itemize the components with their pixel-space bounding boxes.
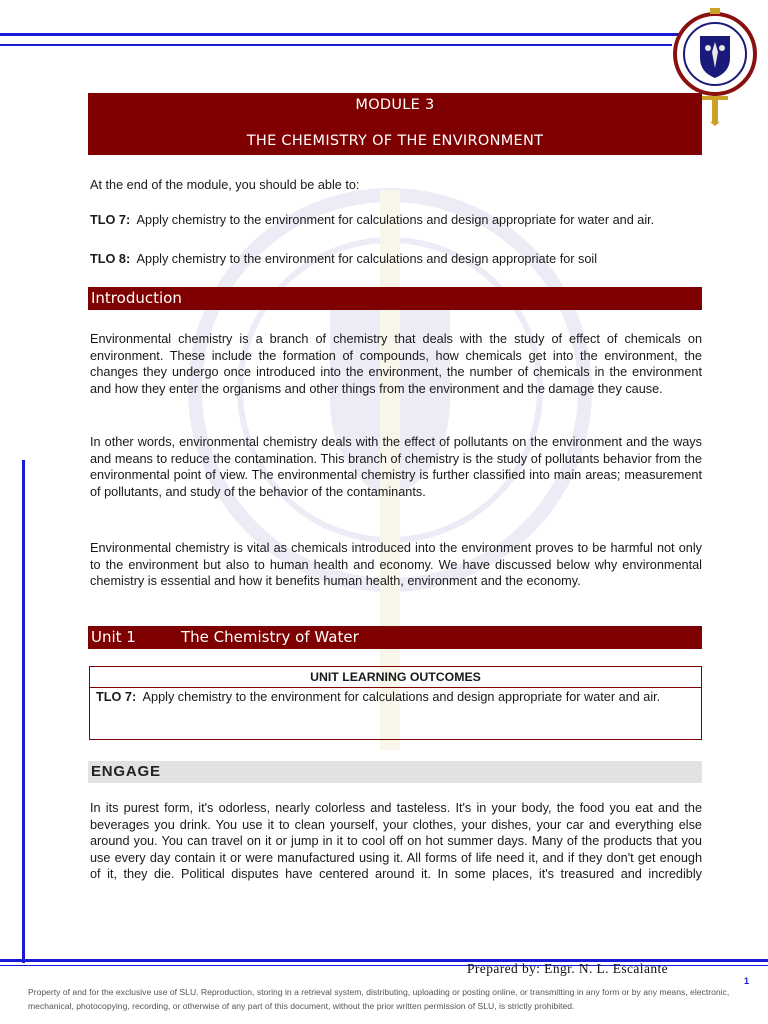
outcomes-heading: UNIT LEARNING OUTCOMES — [90, 667, 701, 688]
intro-paragraph-2: In other words, environmental chemistry deals with the effect of pollutants on the environment and the ways and means to reduce the contamination. This branch of chemistry is the study of pollutants behavior from the environmental point of view. The environmental chemistry is further classified into main areas; measurement of pollutants, and study of the behavior of the contaminants. — [90, 435, 702, 499]
objectives-intro: At the end of the module, you should be able to: — [90, 178, 360, 192]
outcome-tlo7-text: Apply chemistry to the environment for calculations and design appropriate for water and air. — [142, 690, 661, 704]
introduction-heading: Introduction — [91, 289, 182, 307]
tlo8-text: Apply chemistry to the environment for calculations and design appropriate for soil — [136, 252, 598, 266]
intro-paragraph-1: Environmental chemistry is a branch of chemistry that deals with the study of effect of chemicals on environment. These include the formation of compounds, how chemicals get into the environment, the changes they undergo once introduced into the environment, the number of chemicals in the environment and how they enter the organisms and other things from the environment and the damage they cause. — [90, 332, 702, 396]
tlo7-text: Apply chemistry to the environment for calculations and design appropriate for water and air. — [136, 213, 655, 227]
module-number: MODULE 3 — [355, 97, 435, 113]
module-banner — [88, 93, 702, 155]
top-rule — [0, 33, 680, 36]
unit-heading-bar — [88, 626, 702, 649]
page-number: 1 — [744, 976, 750, 986]
unit-label: Unit 1 — [91, 628, 136, 646]
module-title: THE CHEMISTRY OF THE ENVIRONMENT — [246, 133, 544, 149]
tlo7-label: TLO 7: — [90, 213, 131, 227]
objective-tlo7 — [90, 212, 702, 229]
left-margin-rule — [22, 460, 25, 963]
prepared-by: Prepared by: Engr. N. L. Escalante — [467, 961, 669, 976]
unit-learning-outcomes-box — [89, 666, 702, 740]
outcome-tlo7 — [90, 688, 701, 707]
unit-title: The Chemistry of Water — [181, 628, 359, 646]
copyright-notice: Property of and for the exclusive use of SLU. Reproduction, storing in a retrieval system, distributing, uploading or posting online, or transmitting in any form or by any means, electronic, mechanical, photocopying, recording, or otherwise of any part of this document, without the prior written permission of SLU, is strictly prohibited. — [28, 987, 730, 1011]
objective-tlo8 — [90, 251, 702, 268]
engage-paragraph: In its purest form, it's odorless, nearly colorless and tasteless. It's in your body, the food you eat and the beverages you drink. You use it to clean yourself, your clothes, your dishes, your car and everything else around you. You can travel on it or jump in it to cool off on hot summer days. Many of the products that you use every day contain it or were manufactured using it. All forms of life need it, and if they don't get enough of it, they die. Political disputes have centered around it. In some places, it's treasured and incredibly — [90, 801, 702, 881]
intro-paragraph-3: Environmental chemistry is vital as chemicals introduced into the environment proves to be harmful not only to the environment but also to human health and economy. We have discussed below why environmental chemistry is essential and how it benefits human health, environment and the economy. — [90, 541, 702, 588]
outcome-tlo7-label: TLO 7: — [96, 690, 137, 704]
introduction-heading-bar — [88, 287, 702, 310]
engage-heading: ENGAGE — [88, 761, 702, 783]
top-rule-thin — [0, 44, 672, 46]
tlo8-label: TLO 8: — [90, 252, 131, 266]
